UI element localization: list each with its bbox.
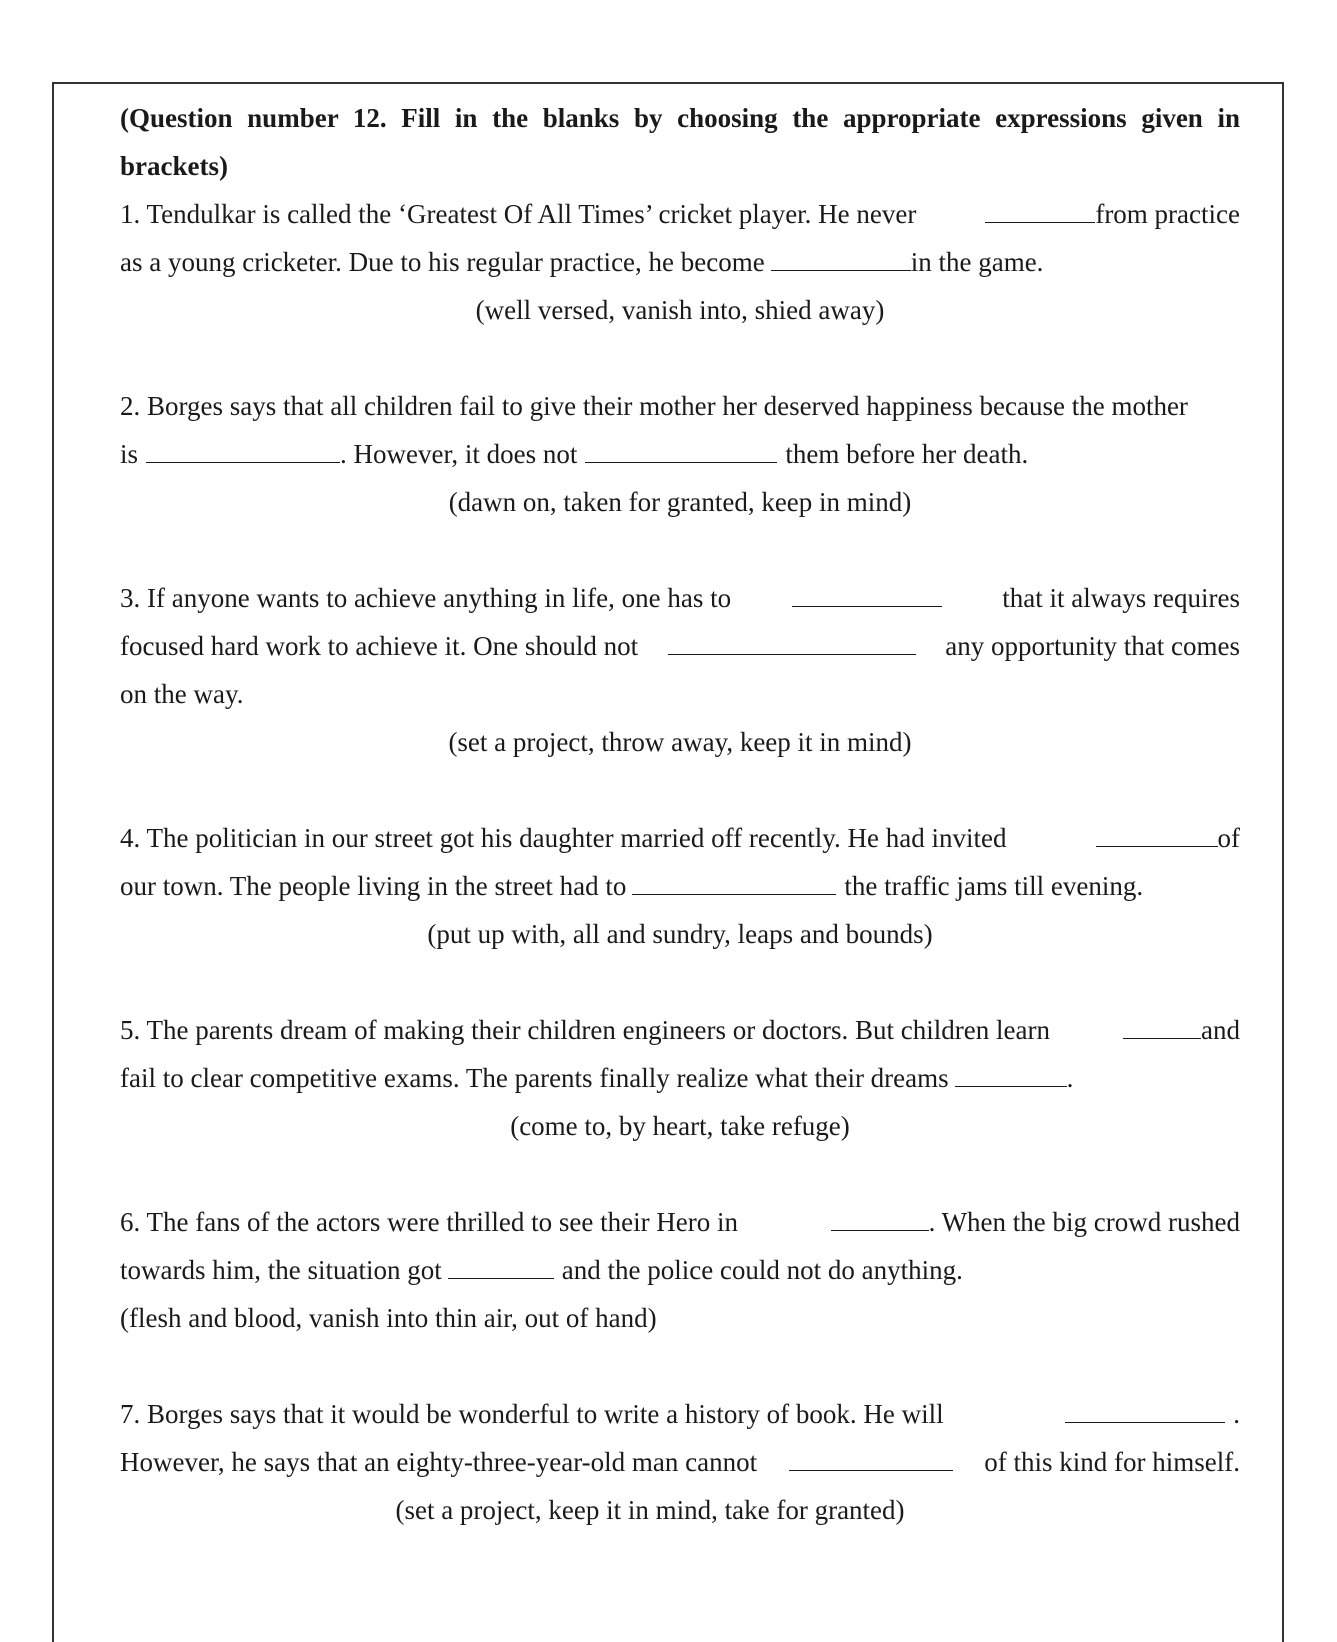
q3-text-d: any opportunity that comes bbox=[945, 631, 1240, 661]
q1-text-c: as a young cricketer. Due to his regular practice, he become bbox=[120, 247, 765, 277]
q2-blank-1[interactable] bbox=[146, 461, 340, 463]
q4-text-a: 4. The politician in our street got his daughter married off recently. He had invited bbox=[120, 823, 1007, 853]
question-7 bbox=[120, 1390, 1240, 1534]
question-2 bbox=[120, 382, 1240, 526]
q3-blank-2[interactable] bbox=[668, 653, 916, 655]
question-heading: (Question number 12. Fill in the blanks by choosing the appropriate expressions given in brackets) bbox=[120, 103, 1240, 181]
q4-options: (put up with, all and sundry, leaps and bounds) bbox=[427, 919, 933, 949]
q3-text-a: 3. If anyone wants to achieve anything in life, one has to bbox=[120, 583, 732, 613]
q5-options: (come to, by heart, take refuge) bbox=[510, 1111, 850, 1141]
q1-text-a: 1. Tendulkar is called the ‘Greatest Of All Times’ cricket player. He never bbox=[120, 199, 917, 229]
q6-blank-2[interactable] bbox=[448, 1277, 554, 1279]
q2-text-a: 2. Borges says that all children fail to give their mother her deserved happiness because the mother bbox=[120, 391, 1188, 421]
q6-text-a: 6. The fans of the actors were thrilled to see their Hero in bbox=[120, 1207, 739, 1237]
question-5 bbox=[120, 1006, 1240, 1150]
q5-text-c: fail to clear competitive exams. The parents finally realize what their dreams bbox=[120, 1063, 949, 1093]
q3-options: (set a project, throw away, keep it in mind) bbox=[448, 727, 912, 757]
q7-text-d: of this kind for himself. bbox=[984, 1447, 1240, 1477]
q6-blank-1[interactable] bbox=[831, 1229, 929, 1231]
q1-blank-1[interactable] bbox=[985, 221, 1095, 223]
q7-text-b: . bbox=[1233, 1399, 1240, 1429]
q7-blank-2[interactable] bbox=[789, 1469, 953, 1471]
worksheet-frame bbox=[52, 82, 1284, 1642]
q6-text-d: and the police could not do anything. bbox=[561, 1255, 963, 1285]
question-3 bbox=[120, 574, 1240, 766]
q7-options: (set a project, keep it in mind, take for granted) bbox=[395, 1495, 905, 1525]
q1-blank-2[interactable] bbox=[771, 269, 911, 271]
q5-blank-2[interactable] bbox=[955, 1085, 1067, 1087]
q6-options: (flesh and blood, vanish into thin air, out of hand) bbox=[120, 1303, 657, 1333]
q4-text-d: the traffic jams till evening. bbox=[844, 871, 1144, 901]
q6-text-b: . When the big crowd rushed bbox=[928, 1207, 1240, 1237]
question-4 bbox=[120, 814, 1240, 958]
q4-text-b: of bbox=[1217, 823, 1240, 853]
q1-text-d: in the game. bbox=[910, 247, 1044, 277]
q4-blank-2[interactable] bbox=[632, 893, 836, 895]
q3-text-e: on the way. bbox=[120, 679, 244, 709]
q2-text-b: is bbox=[120, 439, 139, 469]
q2-text-d: them before her death. bbox=[785, 439, 1029, 469]
q5-blank-1[interactable] bbox=[1123, 1037, 1201, 1039]
q3-text-c: focused hard work to achieve it. One should not bbox=[120, 631, 639, 661]
q1-text-b: from practice bbox=[1095, 199, 1240, 229]
q2-text-c: . However, it does not bbox=[340, 439, 578, 469]
q3-blank-1[interactable] bbox=[792, 605, 942, 607]
q7-blank-1[interactable] bbox=[1065, 1421, 1225, 1423]
worksheet-content bbox=[120, 94, 1240, 1534]
q1-options: (well versed, vanish into, shied away) bbox=[475, 295, 885, 325]
question-6 bbox=[120, 1198, 1240, 1342]
q6-text-c: towards him, the situation got bbox=[120, 1255, 442, 1285]
q3-text-b: that it always requires bbox=[1002, 583, 1240, 613]
q7-text-a: 7. Borges says that it would be wonderful to write a history of book. He will bbox=[120, 1399, 944, 1429]
q2-options: (dawn on, taken for granted, keep in mind) bbox=[448, 487, 912, 517]
q7-text-c: However, he says that an eighty-three-year-old man cannot bbox=[120, 1447, 758, 1477]
question-1 bbox=[120, 190, 1240, 334]
q4-blank-1[interactable] bbox=[1096, 845, 1218, 847]
q4-text-c: our town. The people living in the street had to bbox=[120, 871, 627, 901]
q5-text-d: . bbox=[1066, 1063, 1074, 1093]
q5-text-a: 5. The parents dream of making their children engineers or doctors. But children learn bbox=[120, 1015, 1050, 1045]
q2-blank-2[interactable] bbox=[585, 461, 777, 463]
q5-text-b: and bbox=[1201, 1015, 1240, 1045]
